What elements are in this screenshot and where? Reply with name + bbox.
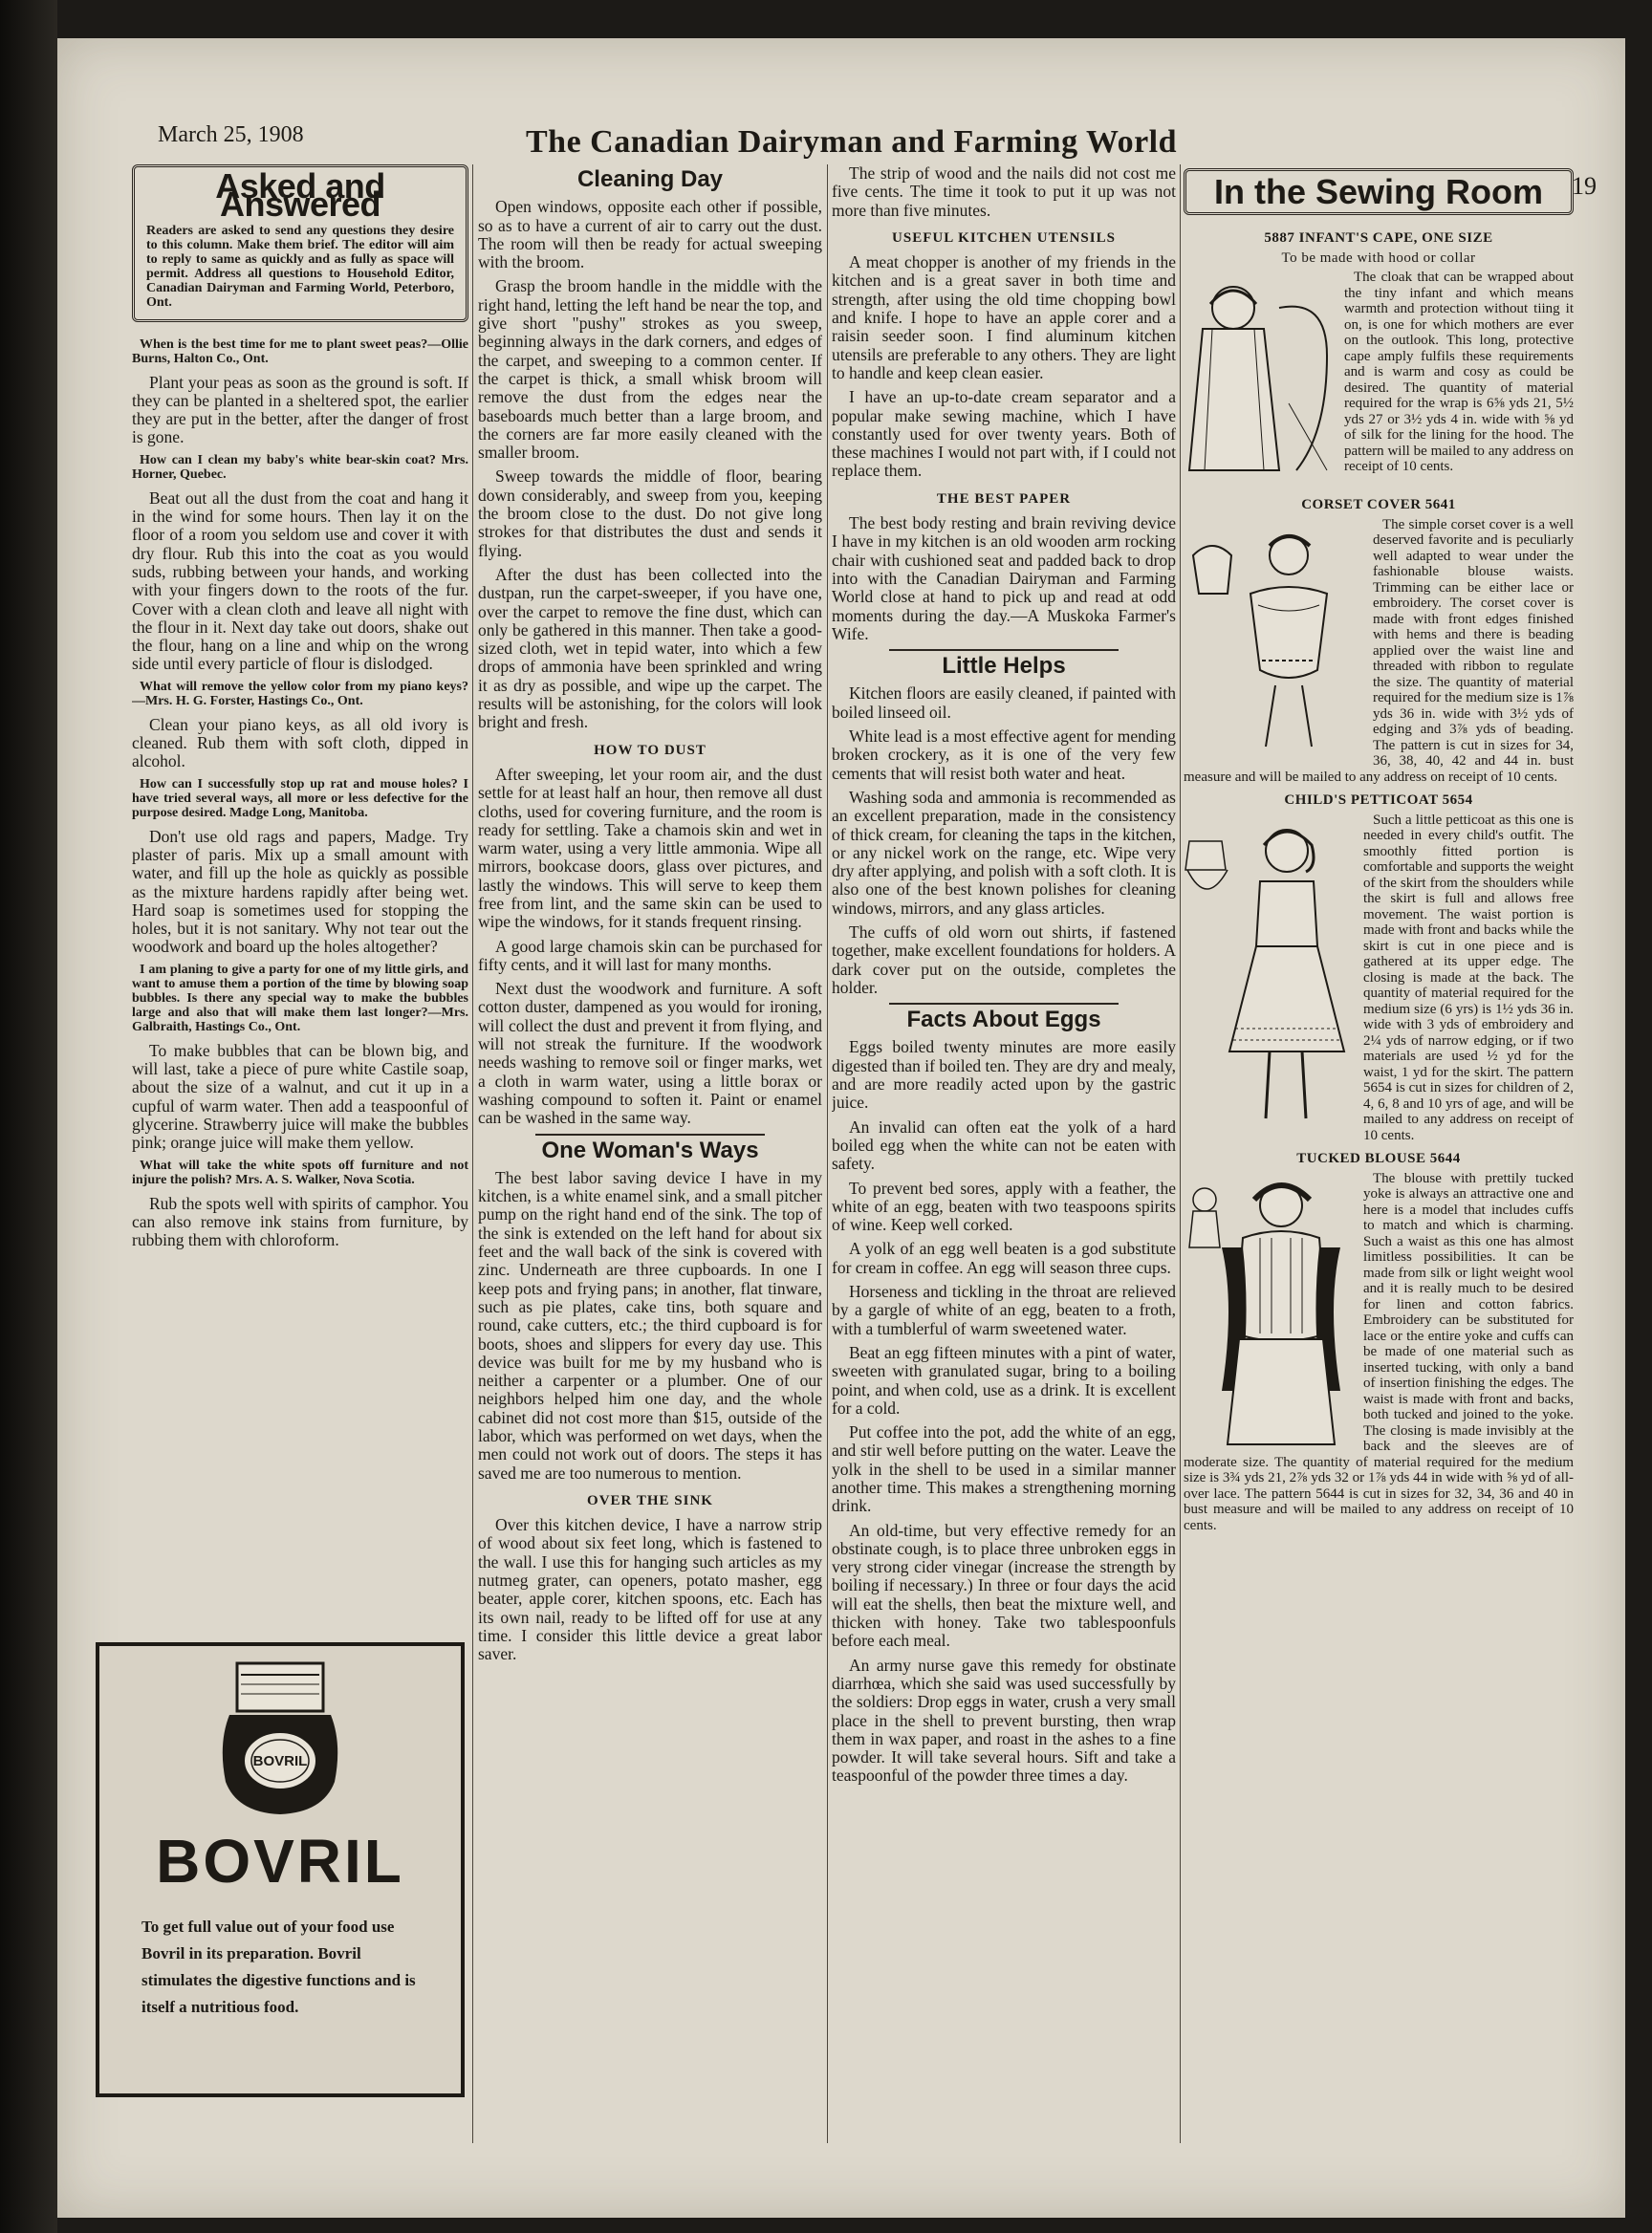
question: How can I successfully stop up rat and mouse holes? I have tried several ways, all more or less defective for the purpose desired. Madge Long, Manitoba. <box>132 776 468 820</box>
paragraph: Open windows, opposite each other if possible, so as to have a current of air to carry out the dust. The room will then be ready for actual sweeping with the broom. <box>478 197 822 272</box>
question: When is the best time for me to plant sweet peas?—Ollie Burns, Halton Co., Ont. <box>132 336 468 366</box>
column-sewing-room <box>1184 164 1574 2153</box>
sewing-room-title: In the Sewing Room <box>1184 168 1574 215</box>
paragraph: Washing soda and ammonia is recommended as an excellent preparation, made in the consistency of thick cream, for cleaning the taps in the kitchen, or any nickel work on the range, etc. Wipe very dry after applying, and polish with a soft cloth. It is also one of the best known polishes for cleaning windows, mirrors, and any glass articles. <box>832 787 1176 918</box>
column-rule <box>472 164 473 2143</box>
little-helps-title: Little Helps <box>942 653 1066 680</box>
paragraph: After sweeping, let your room air, and the dust settle for at least half an hour, then remove all dust cloths, used for covering furniture, and the room is ready for settling. Take a chamois skin and wet in warm water, using a very little ammonia. Wipe all mirrors, bookcase doors, glass over pictures, and lastly the windows. This will serve to keep them free from lint, and the same skin can be used to wipe the windows, for it stands frequent rinsing. <box>478 764 822 932</box>
divider <box>889 649 1119 651</box>
paragraph: Eggs boiled twenty minutes are more easily digested than if boiled ten. They are dry and mealy, and are more readily acted upon by the gastric juice. <box>832 1037 1176 1113</box>
pattern-heading: CHILD'S PETTICOAT 5654 <box>1284 792 1473 809</box>
bovril-jar-icon <box>208 1658 352 1820</box>
paragraph: The best body resting and brain reviving device I have in my kitchen is an old wooden arm rocking chair with cushioned seat and padded back to drop into with the Canadian Dairyman and Farming World close at hand to pick up and read at odd moments during the day.—A Muskoka Farmer's Wife. <box>832 513 1176 643</box>
section-notice: Readers are asked to send any questions they desire to this column. Make them brief. The editor will aim to reply to same as quickly and as fully as space will permit. Address all questions to Household Editor, Canadian Dairyman and Farming World, Peterboro, Ont. <box>146 223 454 310</box>
svg-text:BOVRIL: BOVRIL <box>252 1753 308 1769</box>
answer: Clean your piano keys, as all old ivory is cleaned. Rub them with soft cloth, dipped in alcohol. <box>132 714 468 771</box>
subheading: HOW TO DUST <box>594 742 706 758</box>
paragraph: Next dust the woodwork and furniture. A soft cotton duster, dampened as you would for ironing, will collect the dust and prevent it from flying, and will not streak the furniture. If the woodwork needs washing to remove soil or finger marks, wet a cloth in warm water, using a little borax or washing compound to soften it. Paint or enamel can be washed in the same way. <box>478 979 822 1128</box>
paragraph: To prevent bed sores, apply with a feather, the white of an egg, beaten with two teaspoons spirits of wine. Keep well corked. <box>832 1178 1176 1235</box>
pattern-corset-cover <box>1184 497 1574 789</box>
column-rule <box>827 164 828 2143</box>
paragraph: An army nurse gave this remedy for obstinate diarrhœa, which she said was used successfully by the soldiers: Drop eggs in water, crush a very small place in the shell to prevent bursting, then wrap them in wax paper, and roast in the ashes to a fine powder. It will take several hours. Sift and take a teaspoonful of the powder three times a day. <box>832 1655 1176 1786</box>
question: What will remove the yellow color from my piano keys?—Mrs. H. G. Forster, Hastings Co., Ont. <box>132 679 468 708</box>
section-title: Asked and Answered <box>215 166 385 225</box>
pattern-text: The simple corset cover is a well deserved favorite and is peculiarly well adapted to wear under the fashionable blouse waists. Trimming can be either lace or embroidery. The corset cover is made with front edges finished with hems and there is beading applied over the waist line and threaded with ribbon to regulate the size. The quantity of material required for the medium size is 1⅞ yds 36 in. wide with 3½ yds of edging and 3⅞ yds of beading. The pattern is cut in sizes for 34, 36, 38, 40, 42 and 44 in. bust measure and will be mailed to any address on receipt of 10 cents. <box>1184 516 1574 785</box>
paragraph: An invalid can often eat the yolk of a hard boiled egg when the white can not be eaten with safety. <box>832 1116 1176 1174</box>
subheading: OVER THE SINK <box>587 1492 713 1508</box>
facts-about-eggs-title: Facts About Eggs <box>906 1007 1101 1033</box>
question: What will take the white spots off furniture and not injure the polish? Mrs. A. S. Walker, Nova Scotia. <box>132 1158 468 1187</box>
subheading: THE BEST PAPER <box>936 490 1072 507</box>
pattern-childs-petticoat <box>1184 792 1574 1147</box>
petticoat-illustration-icon <box>1184 813 1356 1128</box>
pattern-heading: 5887 INFANT'S CAPE, ONE SIZE <box>1264 230 1493 247</box>
infant-cape-illustration-icon <box>1184 270 1337 489</box>
bovril-advertisement <box>96 1642 465 2097</box>
paragraph: The strip of wood and the nails did not cost me five cents. The time it took to put it up was not more than five minutes. <box>832 164 1176 220</box>
paragraph: Sweep towards the middle of floor, bearing down considerably, and sweep from you, keeping the broom close to the dust. Do not give long strokes for that distributes the dust and sends it flying. <box>478 466 822 560</box>
paragraph: After the dust has been collected into the dustpan, run the carpet-sweeper, if you have one, over the carpet to remove the fine dust, which can only be gathered in this manner. Then take a good-sized cloth, wet in tepid water, into which a few drops of ammonia have been sprinkled and wring it as dry as possible, and wipe up the carpet. The results will be astonishing, for the colors will look bright and fresh. <box>478 564 822 732</box>
cleaning-day-title: Cleaning Day <box>576 166 724 192</box>
paragraph: Horseness and tickling in the throat are relieved by a gargle of white of an egg, beaten to a froth, with a tumblerful of warm sweetened water. <box>832 1282 1176 1338</box>
paragraph: Over this kitchen device, I have a narrow strip of wood about six feet long, which is fastened to the wall. I use this for hanging such articles as my nutmeg grater, can openers, potato masher, egg beater, apple corer, kitchen spoons, etc. Each has its own nail, ready to be lifted off for use at any time. I consider this little device a great labor saver. <box>478 1515 822 1664</box>
paragraph: Put coffee into the pot, add the white of an egg, and stir well before putting on the water. Leave the yolk in the shell to be used in a similar manner another time. This makes a strengthening morning drink. <box>832 1422 1176 1516</box>
pattern-heading: TUCKED BLOUSE 5644 <box>1296 1151 1461 1167</box>
pattern-text: The blouse with prettily tucked yoke is always an attractive one and here is a model that includes cuffs to match and which is charming. Such a waist as this one has almost limitless possibilities. It can be made from silk or light weight wool and it is really much to be desired for linen and cotton fabrics. Embroidery can be substituted for lace or the entire yoke and cuffs can be made of one material such as inserted tucking, with only a band of insertion finishing the edges. The waist is made with front and backs, both tucked and joined to the yoke. The closing is made invisibly at the back and the sleeves are of moderate size. The quantity of material required for the medium size is 3¾ yds 21, 2⅞ yds 32 or 1⅞ yds 44 in wide with ⅝ yd of all-over lace. The pattern 5644 is cut in sizes for 32, 34, 36 and 40 in bust measure and will be mailed to any address on receipt of 10 cents. <box>1184 1170 1574 1533</box>
paragraph: A meat chopper is another of my friends in the kitchen and is a great saver in both time and strength, after using the old time chopping bowl and knife. I hope to have an apple corer and a raisin seeder soon. I find aluminum kitchen utensils are preferable to any others. They are light to handle and keep clean easier. <box>832 252 1176 382</box>
paragraph: The cuffs of old worn out shirts, if fastened together, make excellent foundations for holders. A dark cover put on the outside, completes the holder. <box>832 921 1176 997</box>
corset-cover-illustration-icon <box>1184 517 1365 756</box>
answer: Rub the spots well with spirits of camphor. You can also remove ink stains from furniture, by rubbing them with chloroform. <box>132 1193 468 1250</box>
paragraph: Grasp the broom handle in the middle with the right hand, letting the left hand be near the top, and give short "pushy" strokes as you sweep, beginning always in the dark corners, and edges of the carpet, and sweeping to a common center. If the carpet is thick, a small whisk broom will remove the dust from the edges near the baseboards much better than a large broom, and the corners are far more easily cleaned with the smaller broom. <box>478 276 822 463</box>
issue-date: March 25, 1908 <box>158 122 304 147</box>
paragraph: An old-time, but very effective remedy for an obstinate cough, is to place three unbroken eggs in very strong cider vinegar (increase the strength by boiling if necessary.) In three or four days the acid will eat the shells, then beat the mixture well, and thicken with honey. Take two tablespoonfuls before each meal. <box>832 1520 1176 1651</box>
pattern-tucked-blouse <box>1184 1151 1574 1537</box>
divider <box>535 1134 765 1136</box>
column-kitchen <box>832 164 1176 2162</box>
paragraph: A yolk of an egg well beaten is a god substitute for cream in coffee. An egg will season three cups. <box>832 1239 1176 1277</box>
paragraph: Beat an egg fifteen minutes with a pint of water, sweeten with granulated sugar, bring to a boiling point, and when cold, use as a drink. It is excellent for a cold. <box>832 1342 1176 1418</box>
answer: Don't use old rags and papers, Madge. Try plaster of paris. Mix up a small amount with water, and fill up the hole as quickly as possible as the mixture hardens rapidly after being wet. Hard soap is sometimes used for stopping the holes, but it is not sanitary. Why not tear out the woodwork and board up the holes altogether? <box>132 826 468 957</box>
column-cleaning-day <box>478 164 822 2162</box>
scan-edge <box>0 0 57 2233</box>
paragraph: I have an up-to-date cream separator and a popular make sewing machine, which I have constantly used for over twenty years. Both of these machines I would not part with, if I could not replace them. <box>832 387 1176 481</box>
bovril-ad-text: To get full value out of your food use Bovril in its preparation. Bovril stimulates the digestive functions and is itself a nutritious food. <box>141 1918 416 2016</box>
subheading: USEFUL KITCHEN UTENSILS <box>892 229 1116 246</box>
bovril-brand: BOVRIL <box>156 1827 404 1896</box>
divider <box>889 1003 1119 1005</box>
one-womans-ways-title: One Woman's Ways <box>541 1137 759 1163</box>
paragraph: The best labor saving device I have in my kitchen, is a white enamel sink, and a small pitcher pump on the right hand end of the sink. The top of the sink is extended on the left hand for about six feet and the wall back of the sink is covered with zinc. Underneath are three cupboards. In one I keep pots and frying pans; in another, flat tinware, such as pie plates, cake tins, both square and round, cake cutters, etc.; the third cupboard is for boots, shoes and slippers for every day use. This device was built for me by my husband who is neither a carpenter or a plumber. One of our neighbors helped him one day, and the whole cabinet did not cost more than $15, outside of the labor, which was performed on wet days, when the men could not work out of doors. The steps it has saved me are too numerous to mention. <box>478 1167 822 1483</box>
answer: Beat out all the dust from the coat and hang it in the wind for some hours. Then lay it on the floor of a room you seldom use and cover it with dry flour. Rub this into the coat as you would suds, rubbing between your hands, and working with your fingers down to the roots of the fur. Cover with a clean cloth and leave all night with the flour in it. Next day take out doors, shake out the flour, hang on a line and whip on the wrong side until every particle of flour is dislodged. <box>132 488 468 674</box>
question: I am planing to give a party for one of my little girls, and want to amuse them a portion of the time by blowing soap bubbles. Is there any special way to make the bubbles large and also that will make them last longer?—Mrs. Galbraith, Hastings Co., Ont. <box>132 962 468 1034</box>
asked-answered-box <box>132 164 468 322</box>
pattern-text: Such a little petticoat as this one is needed in every child's outfit. The smoothly fitted portion is comfortable and supports the weight of the skirt from the shoulders while the skirt is full and allows free movement. The waist portion is made with front and backs while the skirt is cut in one piece and is gathered at its upper edge. The closing is made at the back. The quantity of material required for the medium size (6 yrs) is 1½ yds 36 in. wide with 3 yds of embroidery and 2¼ yds of narrow edging, or if two materials are used ½ yd for the waist, 1 yd for the skirt. The pattern 5654 is cut in sizes for children of 2, 4, 6, 8 and 10 yrs of age, and will be mailed to any address on receipt of 10 cents. <box>1363 812 1574 1143</box>
column-rule <box>1180 164 1181 2143</box>
pattern-subheading: To be made with hood or collar <box>1281 249 1476 266</box>
pattern-infants-cape <box>1184 230 1574 493</box>
answer: Plant your peas as soon as the ground is soft. If they can be planted in a sheltered spot, the earlier they are put in the better, after the danger of frost is gone. <box>132 372 468 447</box>
answer: To make bubbles that can be blown big, and will last, take a piece of pure white Castile soap, about the size of a walnut, and cut it up in a cupful of warm water. Then add a teaspoonful of glycerine. Strawberry juice will make the bubbles pink; orange juice will make them yellow. <box>132 1040 468 1153</box>
paragraph: White lead is a most effective agent for mending broken crockery, as it is one of the very few cements that will resist both water and heat. <box>832 726 1176 783</box>
tucked-blouse-illustration-icon <box>1184 1171 1356 1448</box>
pattern-text: The cloak that can be wrapped about the tiny infant and which means warmth and protection without tiing it on, is one for which mothers are ever on the outlook. This long, protective cape amply fulfils these requirements and is warm and cosy as could be desired. The quantity of material required for the wrap is 6⅝ yds 21, 5½ yds 27 or 3½ yds 4 in. wide with ⅝ yd of silk for the lining for the hood. The pattern will be mailed to any address on receipt of 10 cents. <box>1344 270 1574 475</box>
page-number: 19 <box>1572 172 1597 200</box>
paragraph: A good large chamois skin can be purchased for fifty cents, and it will last for many months. <box>478 936 822 974</box>
publication-title: The Canadian Dairyman and Farming World <box>526 124 1178 160</box>
paragraph: Kitchen floors are easily cleaned, if painted with boiled linseed oil. <box>832 683 1176 722</box>
question: How can I clean my baby's white bear-skin coat? Mrs. Horner, Quebec. <box>132 452 468 482</box>
pattern-heading: CORSET COVER 5641 <box>1301 497 1456 513</box>
